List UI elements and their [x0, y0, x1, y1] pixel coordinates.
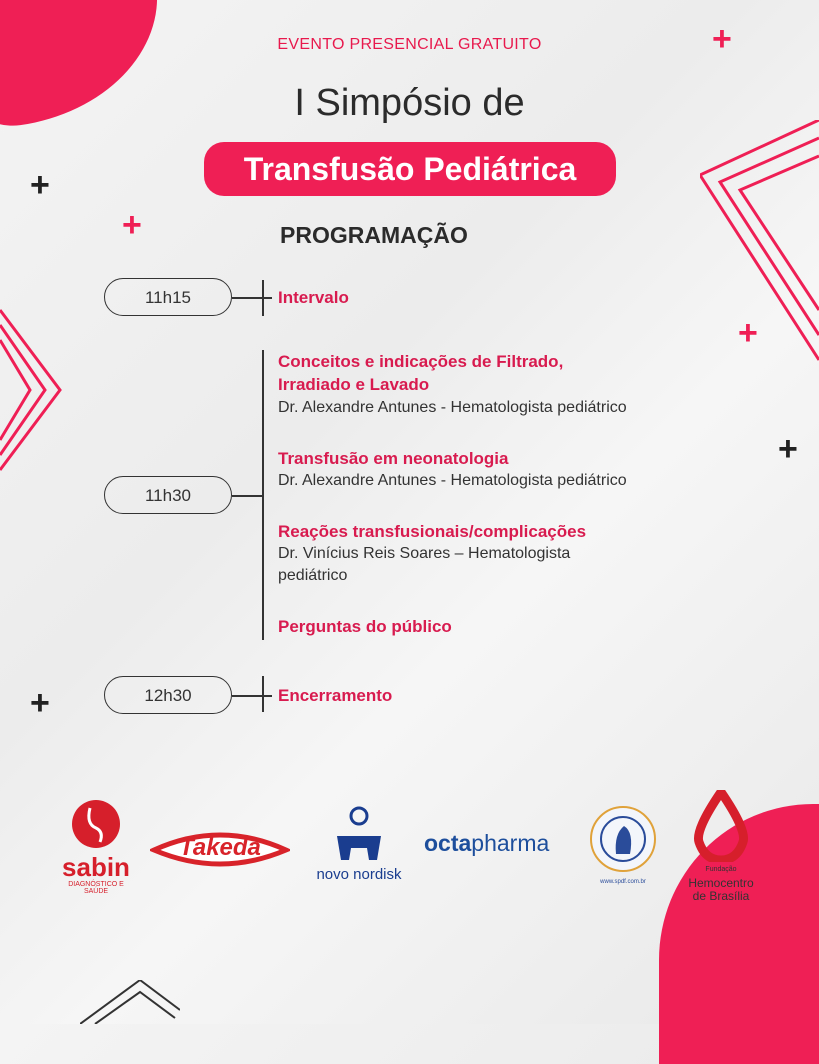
- plus-icon: +: [122, 206, 142, 244]
- item-encerramento: Encerramento: [278, 686, 393, 705]
- time-pill-1130: 11h30: [104, 476, 232, 514]
- plus-icon: +: [30, 166, 50, 204]
- spdf-emblem: [588, 804, 658, 874]
- connector: [262, 297, 272, 299]
- timeline-bar: [262, 350, 264, 640]
- session-3-title: Reações transfusionais/complicações: [278, 522, 587, 541]
- decor-chevron-left: [0, 300, 80, 500]
- connector: [262, 695, 272, 697]
- plus-icon: +: [738, 314, 758, 352]
- time-pill-1230: 12h30: [104, 676, 232, 714]
- title-line-1: I Simpósio de: [294, 82, 525, 124]
- time-pill-1115: 11h15: [104, 278, 232, 316]
- plus-icon: +: [712, 20, 732, 58]
- session-2-title: Transfusão em neonatologia: [278, 449, 509, 468]
- event-subtitle: EVENTO PRESENCIAL GRATUITO: [277, 36, 542, 53]
- decor-chevron-bottom: [80, 980, 180, 1024]
- session-1-title-a: Conceitos e indicações de Filtrado,: [278, 352, 564, 371]
- section-heading: PROGRAMAÇÃO: [280, 222, 468, 248]
- session-2-speaker: Dr. Alexandre Antunes - Hematologista pediátrico: [278, 472, 627, 489]
- sabin-logo: sabin DIAGNÓSTICO E SAÚDE: [56, 796, 136, 892]
- timeline-bar: [262, 676, 264, 712]
- session-1-title-b: Irradiado e Lavado: [278, 375, 430, 394]
- novo-bull-icon: [329, 806, 389, 866]
- plus-icon: +: [778, 430, 798, 468]
- session-3-speaker-a: Dr. Vinícius Reis Soares – Hematologista: [278, 545, 571, 562]
- connector: [232, 297, 262, 299]
- plus-icon: +: [30, 684, 50, 722]
- novo-nordisk-logo: novo nordisk: [304, 806, 414, 892]
- sabin-drop-icon: [56, 796, 136, 848]
- decor-chevron-right: [700, 120, 819, 370]
- hemocentro-logo: Fundação Hemocentro de Brasília: [678, 790, 764, 900]
- session-3-speaker-b: pediátrico: [278, 567, 348, 584]
- connector: [232, 495, 262, 497]
- session-4-title: Perguntas do público: [278, 617, 452, 636]
- title-badge: Transfusão Pediátrica: [204, 142, 616, 196]
- session-1-speaker: Dr. Alexandre Antunes - Hematologista pediátrico: [278, 399, 627, 416]
- octapharma-logo: octapharma: [424, 830, 550, 856]
- takeda-logo: Takeda: [150, 822, 290, 872]
- connector: [232, 695, 262, 697]
- spdf-logo: www.spdf.com.br: [588, 804, 658, 890]
- item-intervalo: Intervalo: [278, 288, 349, 307]
- hemocentro-drop-icon: [691, 790, 751, 862]
